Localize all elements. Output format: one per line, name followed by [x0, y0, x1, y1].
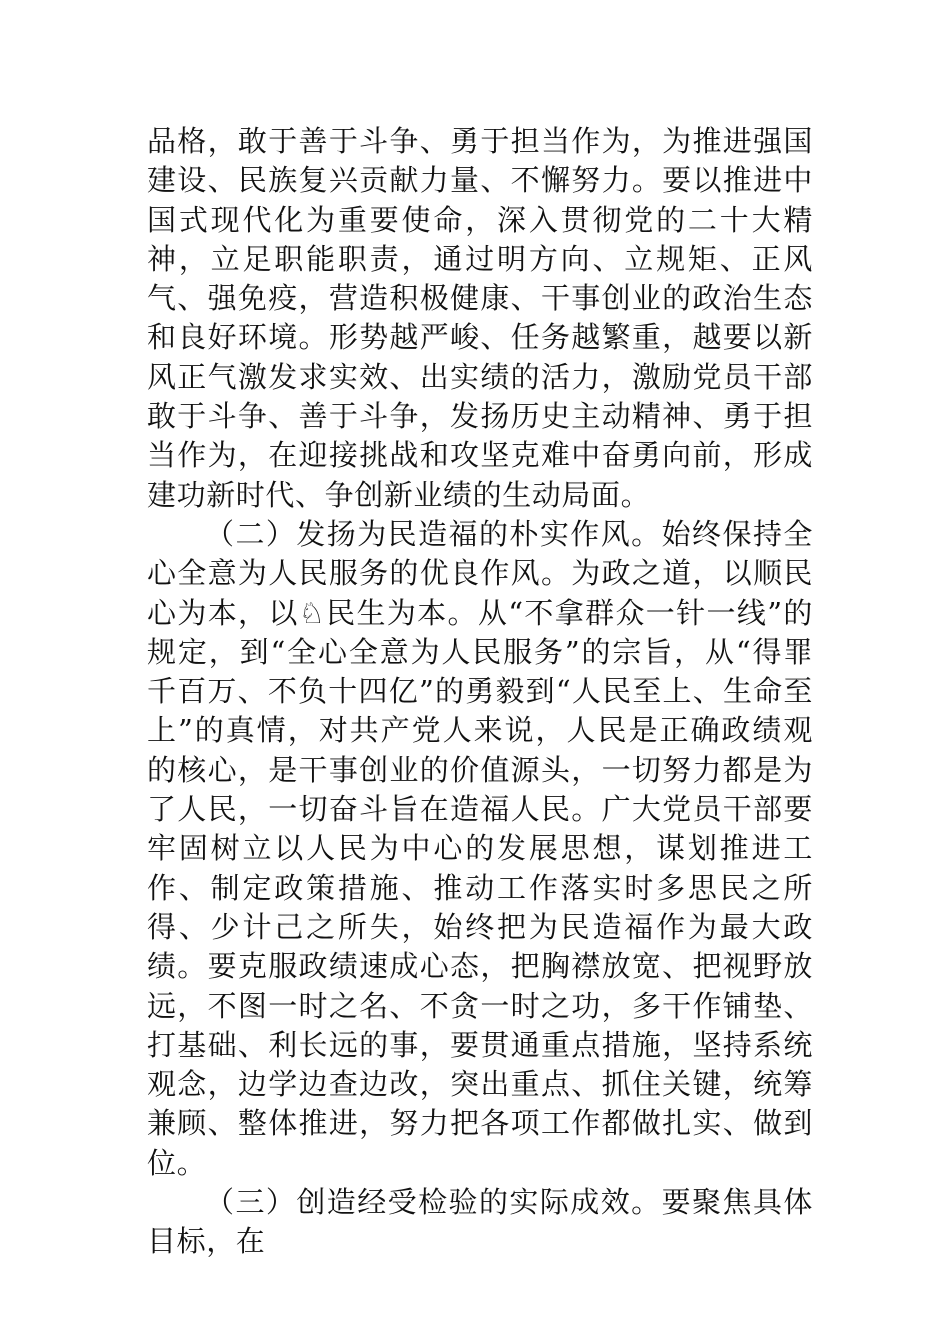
- document-body: [147, 122, 813, 1262]
- paragraph-section-two: （二）发扬为民造福的朴实作风。始终保持全心全意为人民服务的优良作风。为政之道，以顺民心为本，以♘民生为本。从“不拿群众一针一线”的规定，到“全心全意为人民服务”的宗旨，从“得罪千百万、不负十四亿”的勇毅到“人民至上、生命至上”的真情，对共产党人来说，人民是正确政绩观的核心，是干事创业的价值源头，一切努力都是为了人民，一切奋斗旨在造福人民。广大党员干部要牢固树立以人民为中心的发展思想，谋划推进工作、制定政策措施、推动工作落实时多思民之所得、少计己之所失，始终把为民造福作为最大政绩。要克服政绩速成心态，把胸襟放宽、把视野放远，不图一时之名、不贪一时之功，多干作铺垫、打基础、利长远的事，要贯通重点措施，坚持系统观念，边学边查边改，突出重点、抓住关键，统筹兼顾、整体推进，努力把各项工作都做扎实、做到位。: [147, 516, 813, 1180]
- paragraph-continued-text: 品格，敢于善于斗争、勇于担当作为，为推进强国建设、民族复兴贡献力量、不懈努力。要以推进中国式现代化为重要使命，深入贯彻党的二十大精神，立足职能职责，通过明方向、立规矩、正风气、强免疫，营造积极健康、干事创业的政治生态和良好环境。形势越严峻、任务越繁重，越要以新风正气激发求实效、出实绩的活力，激励党员干部敢于斗争、善于斗争，发扬历史主动精神、勇于担当作为，在迎接挑战和攻坚克难中奋勇向前，形成建功新时代、争创新业绩的生动局面。: [147, 124, 813, 512]
- paragraph-section-three: （三）创造经受检验的实际成效。要聚焦具体目标，在: [147, 1185, 813, 1259]
